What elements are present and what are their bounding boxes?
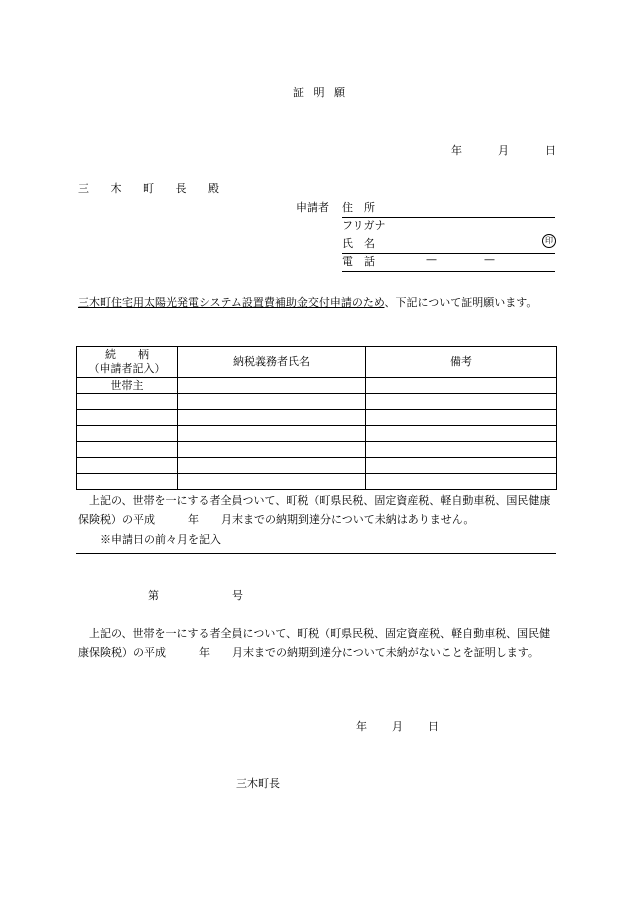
- cell-taxpayer[interactable]: [178, 426, 366, 442]
- date-bottom-year: 年: [356, 720, 367, 733]
- date-bottom-day: 日: [428, 720, 439, 733]
- cell-remarks[interactable]: [366, 458, 557, 474]
- cell-taxpayer[interactable]: [178, 458, 366, 474]
- certification-paragraph: 上記の、世帯を一にする者全員について、町税（町県民税、固定資産税、軽自動車税、国民健康保険税）の平成 年 月末までの納期到達分について未納がないことを証明します。: [78, 627, 551, 659]
- phone-separator-2: —: [484, 253, 495, 266]
- request-text: [78, 293, 558, 312]
- cell-relation[interactable]: 世帯主: [77, 378, 178, 394]
- request-text-rest: 、下記について証明願います。: [384, 296, 538, 309]
- header-taxpayer: 納税義務者氏名: [178, 347, 366, 378]
- table-row: [77, 378, 557, 394]
- mayor-signature-label: 三木町長: [236, 777, 280, 790]
- date-top-year: 年: [451, 144, 462, 157]
- cell-relation[interactable]: [77, 474, 178, 490]
- phone-field[interactable]: [342, 253, 555, 272]
- document-title: 証 明 願: [293, 86, 348, 99]
- cell-taxpayer[interactable]: [178, 410, 366, 426]
- table-header-row: [77, 347, 557, 378]
- addressee: 三 木 町 長 殿: [78, 182, 228, 195]
- address-label: 住 所: [342, 201, 375, 214]
- declaration-paragraph: 上記の、世帯を一にする者全員ついて、町税（町県民税、固定資産税、軽自動車税、国民健康保険税）の平成 年 月末までの納期到達分について未納はありません。: [78, 494, 551, 526]
- header-relation-line1: 続 柄: [105, 348, 149, 361]
- section-divider: [76, 553, 556, 554]
- address-field[interactable]: [342, 199, 555, 218]
- cell-remarks[interactable]: [366, 426, 557, 442]
- table-row: [77, 410, 557, 426]
- furigana-label: フリガナ: [342, 219, 386, 232]
- furigana-field[interactable]: [342, 217, 555, 235]
- request-text-underlined: 三木町住宅用太陽光発電システム設置費補助金交付申請のため: [78, 296, 385, 309]
- cell-remarks[interactable]: [366, 378, 557, 394]
- cell-relation[interactable]: [77, 394, 178, 410]
- cell-taxpayer[interactable]: [178, 378, 366, 394]
- cell-relation[interactable]: [77, 426, 178, 442]
- cell-remarks[interactable]: [366, 410, 557, 426]
- cell-relation[interactable]: [77, 410, 178, 426]
- phone-label: 電 話: [342, 255, 375, 268]
- seal-mark: 印: [542, 234, 556, 248]
- cell-remarks[interactable]: [366, 474, 557, 490]
- table-row: [77, 474, 557, 490]
- table-row: [77, 458, 557, 474]
- header-relation: [77, 347, 178, 378]
- cell-relation[interactable]: [77, 458, 178, 474]
- taxpayer-table: [76, 346, 557, 490]
- cell-taxpayer[interactable]: [178, 442, 366, 458]
- note-text: ※申請日の前々月を記入: [100, 533, 221, 546]
- cell-relation[interactable]: [77, 442, 178, 458]
- table-row: [77, 426, 557, 442]
- header-remarks: 備考: [366, 347, 557, 378]
- table-row: [77, 442, 557, 458]
- name-field[interactable]: [342, 235, 555, 254]
- date-top-day: 日: [545, 144, 556, 157]
- applicant-label: 申請者: [296, 201, 329, 214]
- name-label: 氏 名: [342, 237, 375, 250]
- table-row: [77, 394, 557, 410]
- cert-number-dai: 第: [148, 589, 159, 602]
- cert-number-gou: 号: [232, 589, 243, 602]
- cell-remarks[interactable]: [366, 442, 557, 458]
- header-relation-line2: （申請者記入）: [88, 362, 166, 375]
- cell-taxpayer[interactable]: [178, 394, 366, 410]
- date-bottom-month: 月: [392, 720, 403, 733]
- phone-separator-1: —: [426, 253, 437, 266]
- cell-remarks[interactable]: [366, 394, 557, 410]
- date-top-month: 月: [498, 144, 509, 157]
- cell-taxpayer[interactable]: [178, 474, 366, 490]
